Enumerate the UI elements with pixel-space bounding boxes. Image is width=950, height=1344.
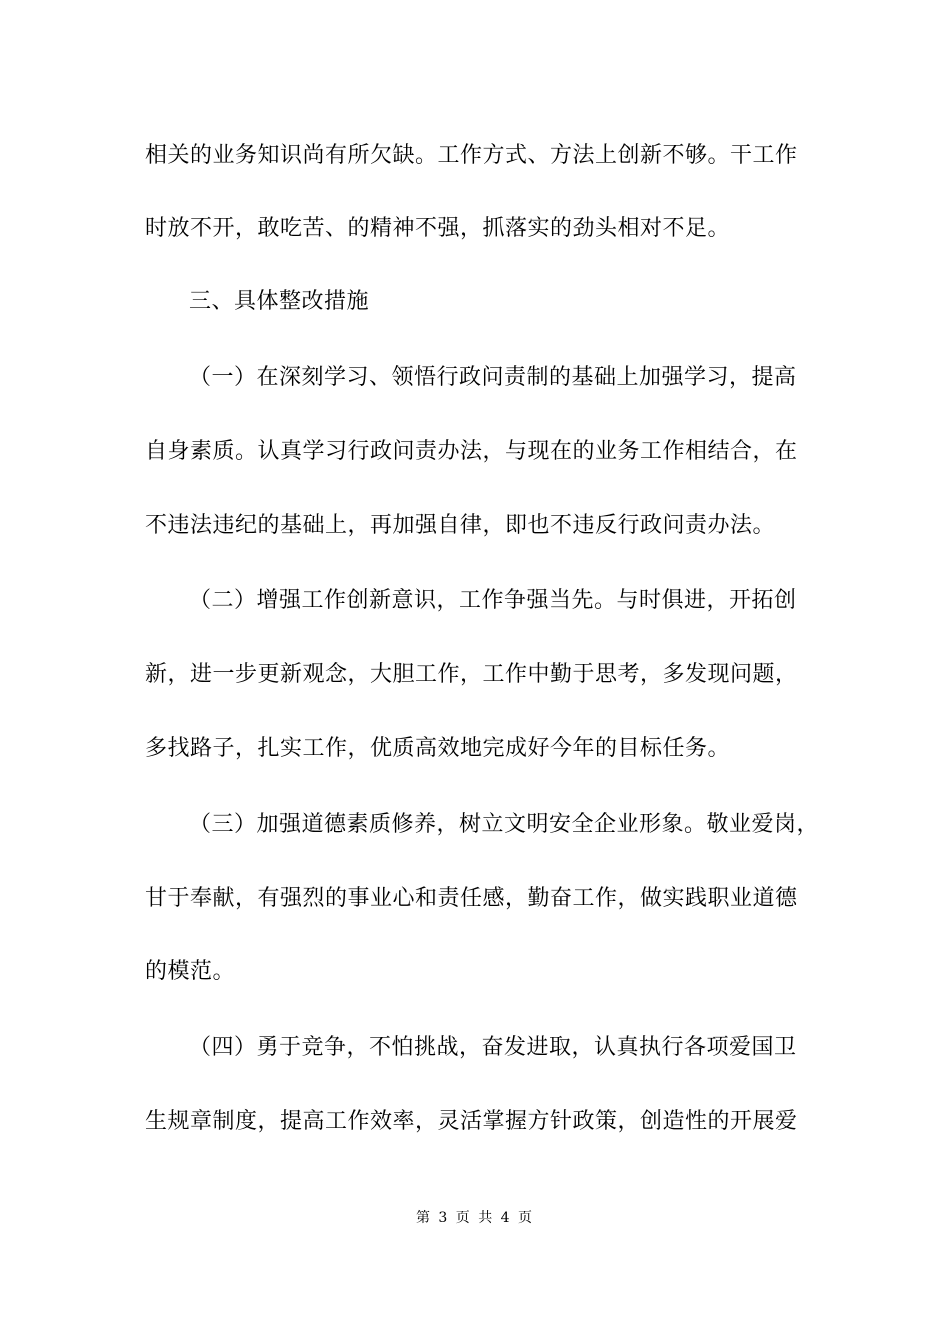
body-text-line: 的模范。	[145, 959, 236, 984]
body-text-line: （三）加强道德素质修养，树立文明安全企业形象。敬业爱岗，	[189, 812, 820, 837]
body-text-line: 新，进一步更新观念，大胆工作，工作中勤于思考，多发现问题，	[145, 662, 798, 687]
body-text-line: 甘于奉献，有强烈的事业心和责任感，勤奋工作，做实践职业道德	[145, 886, 798, 911]
section-heading: 三、具体整改措施	[189, 289, 370, 314]
body-text-line: 相关的业务知识尚有所欠缺。工作方式、方法上创新不够。干工作	[145, 143, 798, 168]
body-text-line: 时放不开，敢吃苦、的精神不强，抓落实的劲头相对不足。	[145, 216, 731, 241]
body-text-line: （一）在深刻学习、领悟行政问责制的基础上加强学习，提高	[189, 365, 797, 390]
body-text-line: （四）勇于竞争，不怕挑战，奋发进取，认真执行各项爱国卫	[189, 1035, 797, 1060]
body-text-line: 生规章制度，提高工作效率，灵活掌握方针政策，创造性的开展爱	[145, 1109, 798, 1134]
body-text-line: 不违法违纪的基础上，再加强自律，即也不违反行政问责办法。	[145, 513, 776, 538]
body-text-line: （二）增强工作创新意识，工作争强当先。与时俱进，开拓创	[189, 588, 797, 613]
body-text-line: 多找路子，扎实工作，优质高效地完成好今年的目标任务。	[145, 736, 731, 761]
body-text-line: 自身素质。认真学习行政问责办法，与现在的业务工作相结合，在	[145, 439, 798, 464]
page-number-footer: 第 3 页 共 4 页	[415, 1210, 535, 1226]
